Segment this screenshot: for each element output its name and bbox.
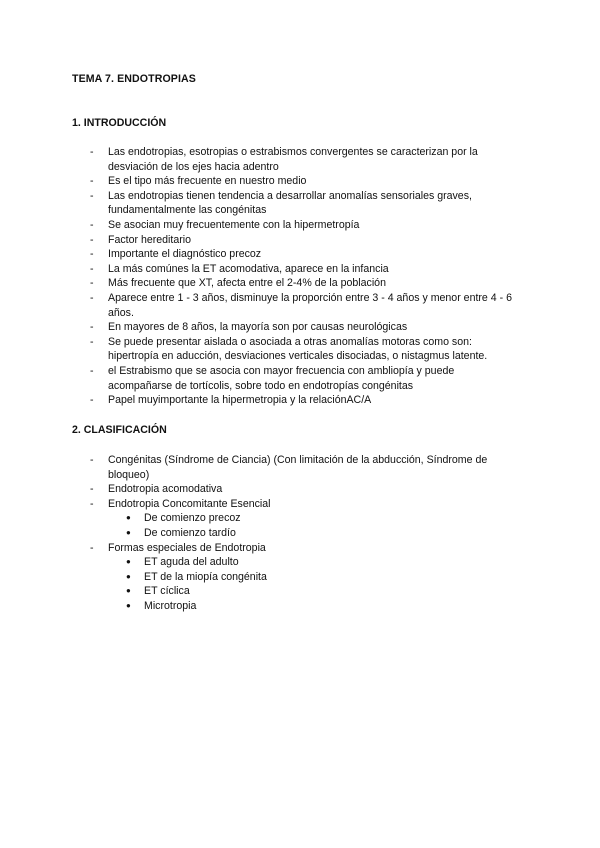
list-item-text: Papel muyimportante la hipermetropia y la relaciónAC/A [108,394,372,407]
list-item [0,247,520,262]
concomitante-sublist [108,511,520,540]
sub-list-item-text: De comienzo tardío [144,526,236,539]
list-item-text: En mayores de 8 años, la mayoría son por causas neurológicas [108,321,408,334]
bullet-marker: ● [126,527,131,537]
list-item [0,482,520,497]
sub-list-item [108,555,520,570]
section-heading-clasificacion: 2. CLASIFICACIÓN [72,424,167,436]
list-item [0,453,520,482]
list-item-text: Aparece entre 1 - 3 años, disminuye la proporción entre 3 - 4 años y menor entre 4 - 6 años. [108,291,512,319]
dash-marker: - [90,291,94,304]
dash-marker: - [90,364,94,377]
sub-list-item [108,570,520,585]
sub-list-item-text: ET aguda del adulto [144,556,239,569]
bullet-marker: ● [126,600,131,610]
list-item [0,320,520,335]
dash-marker: - [90,175,94,188]
sub-list-item [108,511,520,526]
list-item-text: Endotropia Concomitante Esencial [108,497,271,510]
list-item [0,174,520,189]
introduccion-list [0,145,600,408]
list-item-text: Se puede presentar aislada o asociada a otras anomalías motoras como son: hipertropía en aducción, desviaciones verticales disociadas, o nistagmus latente. [108,335,488,363]
list-item [0,218,520,233]
formas-especiales-sublist [108,555,520,613]
sub-list-item [108,599,520,614]
list-item-text: el Estrabismo que se asocia con mayor frecuencia con ambliopía y puede acompañarse de tortícolis, sobre todo en endotropías congénitas [108,364,455,392]
list-item-text: La más comúnes la ET acomodativa, aparece en la infancia [108,262,389,275]
list-item-text: Formas especiales de Endotropia [108,541,266,554]
dash-marker: - [90,335,94,348]
dash-marker: - [90,189,94,202]
section-heading-introduccion: 1. INTRODUCCIÓN [72,117,167,129]
bullet-marker: ● [126,513,131,523]
list-item [0,541,520,614]
list-item [0,393,520,408]
dash-marker: - [90,146,94,158]
list-item-text: Se asocian muy frecuentemente con la hipermetropía [108,218,360,231]
dash-marker: - [90,541,94,554]
list-item [0,276,520,291]
list-item [0,497,520,541]
sub-list-item [108,584,520,599]
bullet-marker: ● [126,557,131,567]
dash-marker: - [90,262,94,275]
dash-marker: - [90,497,94,510]
sub-list-item-text: De comienzo precoz [144,512,241,525]
dash-marker: - [90,483,94,496]
list-item-text: Factor hereditario [108,233,192,246]
list-item-text: Es el tipo más frecuente en nuestro medio [108,175,307,188]
document-title: TEMA 7. ENDOTROPIAS [72,73,196,85]
bullet-marker: ● [126,586,131,596]
list-item-text: Congénitas (Síndrome de Ciancia) (Con limitación de la abducción, Síndrome de bloqueo) [108,454,488,481]
list-item [0,189,520,218]
bullet-marker: ● [126,571,131,581]
dash-marker: - [90,454,94,466]
list-item [0,291,520,320]
list-item [0,364,520,393]
sub-list-item-text: ET cíclica [144,585,190,598]
dash-marker: - [90,277,94,290]
list-item-text: Endotropia acomodativa [108,483,223,496]
dash-marker: - [90,394,94,407]
sub-list-item-text: Microtropia [144,599,197,612]
sub-list-item-text: ET de la miopía congénita [144,570,267,583]
dash-marker: - [90,233,94,246]
list-item [0,233,520,248]
sub-list-item [108,526,520,541]
list-item-text: Las endotropias, esotropias o estrabismos convergentes se caracterizan por la desviación de los ejes hacia adentro [108,146,478,173]
clasificacion-list [0,453,600,614]
list-item [0,262,520,277]
list-item-text: Más frecuente que XT, afecta entre el 2-4% de la población [108,277,386,290]
list-item-text: Las endotropias tienen tendencia a desarrollar anomalías sensoriales graves, fundamentalmente las congénitas [108,189,472,217]
list-item [0,145,520,174]
dash-marker: - [90,321,94,334]
list-item [0,335,520,364]
dash-marker: - [90,248,94,261]
list-item-text: Importante el diagnóstico precoz [108,248,262,261]
dash-marker: - [90,218,94,231]
